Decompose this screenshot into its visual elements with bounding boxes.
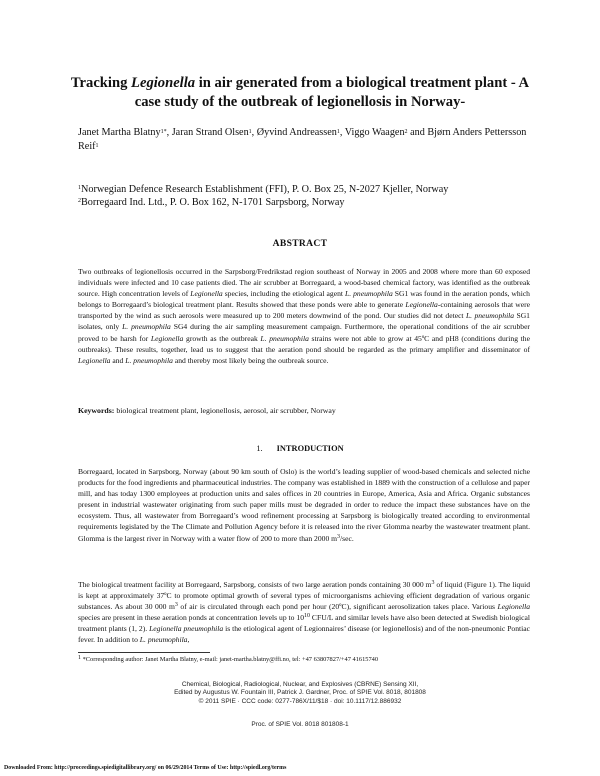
author: Bjørn Anders Pettersson Reif$^1$ — [78, 127, 527, 152]
keywords-text: biological treatment plant, legionellosis, aerosol, air scrubber, Norway — [114, 406, 336, 415]
introduction-paragraph-1: Borregaard, located in Sarpsborg, Norway (about 90 km south of Oslo) is the world’s leading supplier of wood-based chemicals and selected niche products for the food ingredients and pharmaceutical industries. The company was established in 1889 with the construction of a cellulose and paper mill, and has today 1300 employees at production units and sales offices in 20 countries in Europe, America, Asia and Africa. Organic substances present in industrial wastewater originating from such paper mills must be degraded in order to reduce the impact these substances have on the ecosystem. Thus, all wastewater from Borregaard’s wood refinement processing at Sarpsborg is biologically treated according to environmental requirements legislated by the The Climate and Pollution Agency before it is released into the river Glomma nearby the wastewater treatment plant. Glomma is the largest river in Norway with a water flow of 200 to more than 2000 $m^3/\sec$. — [78, 467, 530, 543]
paper-title: Tracking Legionella in air generated from a biological treatment plant - A case study of the outbreak of legionellosis in Norway- — [70, 75, 530, 110]
author-list — [78, 126, 528, 154]
title-italic-genus: Legionella — [131, 75, 196, 91]
footnote-divider — [78, 652, 210, 653]
proceedings-info: Chemical, Biological, Radiological, Nuclear, and Explosives (CBRNE) Sensing XII, Edited by Augustus W. Fountain III, Patrick J. Gardner, Proc. of SPIE Vol. 8018, 801808 © 2011 SPIE · CCC code: 0277-786X/11/$18 · doi: 10.1117/12.886932 — [174, 681, 426, 705]
keywords — [78, 406, 530, 415]
author: Viggo Waagen$^2$ and — [344, 127, 428, 138]
author: Janet Martha Blatny$^{1*}$, — [78, 127, 172, 138]
affiliations — [78, 183, 528, 209]
author: Jaran Strand Olsen$^1$, — [171, 127, 257, 138]
author: Øyvind Andreassen$^1$, — [256, 127, 345, 138]
affiliation-1: $^1$Norwegian Defence Research Establishment (FFI), P. O. Box 25, N-2027 Kjeller, Norway — [78, 184, 449, 195]
footnote-corresponding-author: $^1$ *Corresponding author: Janet Martha Blatny, e-mail: janet-martha.blatny@ffi.no, tel: +47 63807827/+47 41615740 — [78, 655, 379, 663]
keywords-label: Keywords: — [78, 406, 115, 415]
download-notice: Downloaded From: http://proceedings.spiedigitallibrary.org/ on 06/29/2014 Terms of Use: http://spiedl.org/terms — [4, 765, 287, 771]
abstract-body: Two outbreaks of legionellosis occurred in the Sarpsborg/Fredrikstad region southeast of Norway in 2005 and 2008 where more than 60 exposed individuals were infected and 10 case patients died. The air scrubber at Borregaard, a wood-based chemical factory, was identified as the outbreak source. High concentration levels of Legionella species, including the etiological agent L. pneumophila SG1 was found in the aeration ponds, which belongs to Borregaard’s biological treatment plant. Results showed that these ponds were able to generate Legionella-containing aerosols that were transported by the wind as such aerosols were measured up to 200 meters downwind of the pond. Our studies did not detect L. pneumophila SG1 isolates, only L. pneumophila SG4 during the air sampling measurement campaign. Furthermore, the operational conditions of the air scrubber proved to be harsh for Legionella growth as the outbreak L. pneumophila strains were not able to grow at 45ºC and pH8 (conditions during the outbreaks). These results, together, lead us to suggest that the aeration pond should be regarded as the primary amplifier and disseminator of Legionella and L. pneumophila and thereby most likely being the outbreak source. — [78, 267, 530, 365]
affiliation-2: $^2$Borregaard Ind. Ltd., P. O. Box 162, N-1701 Sarpsborg, Norway — [78, 197, 345, 208]
section-heading-introduction: 1. INTRODUCTION — [256, 444, 344, 453]
abstract-heading: ABSTRACT — [272, 238, 328, 249]
page-number: Proc. of SPIE Vol. 8018 801808-1 — [251, 721, 349, 728]
introduction-paragraph-2: The biological treatment facility at Borregaard, Sarpsborg, consists of two large aeration ponds containing 30 000 $m^3$ of liquid (Figure 1). The liquid is kept at approximately 37ºC to promote optimal growth of several types of microorganisms achieving efficient degradation of various organic substances. As about 30 000 $m^3$ of air is circulated through each pond per hour (20ºC), significant aerosolization takes place. Various Legionella species are present in these aeration ponds at concentration levels up to $10^{10}$ CFU/L and similar levels have also been detected at Swedish biological treatment plants (1, 2). Legionella pneumophila is the etiological agent of Legionnaires’ disease (or legionellosis) and of the non-pneumonic Pontiac fever. In addition to L. pneumophila, — [78, 580, 531, 645]
